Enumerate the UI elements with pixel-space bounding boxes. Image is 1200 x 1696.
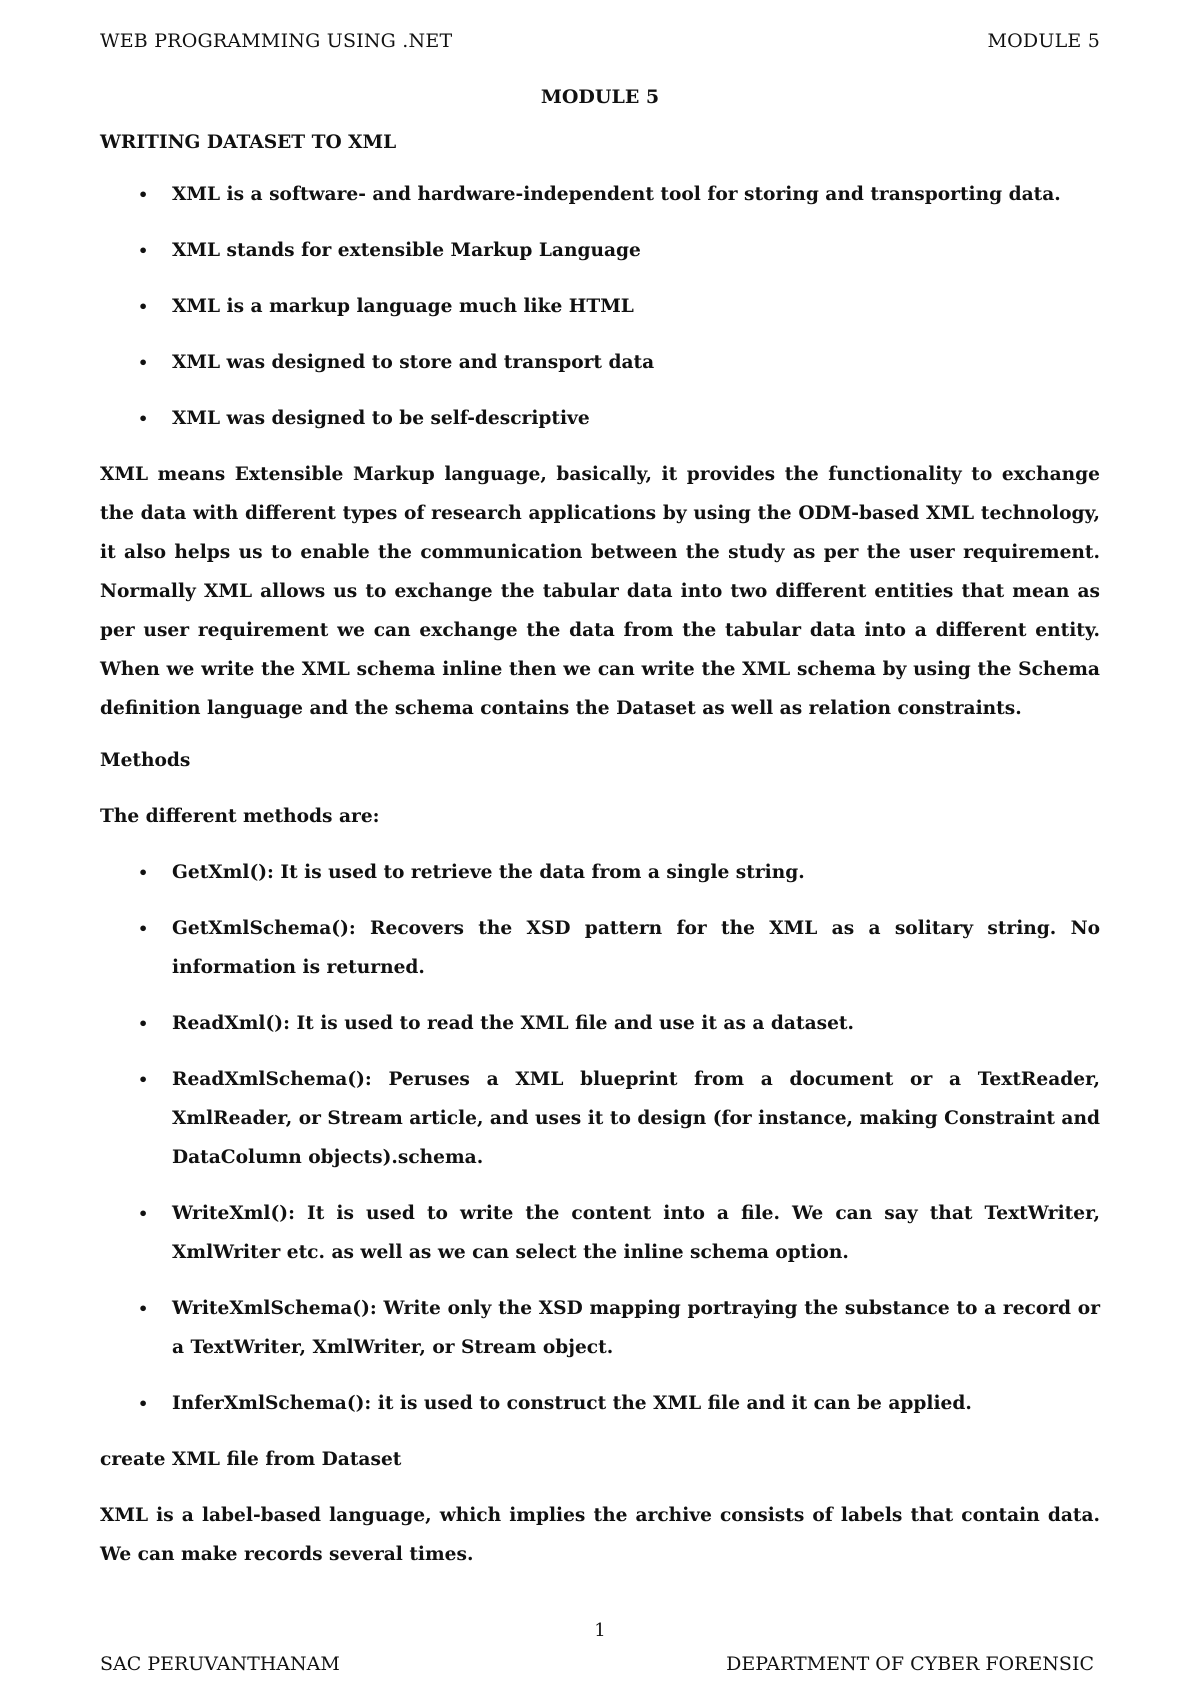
method-description: It is used to read the XML file and use it as a dataset. (289, 1013, 854, 1034)
method-name: WriteXmlSchema(): (172, 1298, 377, 1319)
footer-department: DEPARTMENT OF CYBER FORENSIC (726, 1653, 1094, 1675)
bullet-icon: • (138, 1394, 149, 1413)
header-module-label: MODULE 5 (987, 30, 1100, 52)
method-item (100, 1060, 1100, 1177)
list-item-text: XML stands for extensible Markup Language (172, 240, 641, 261)
method-name: InferXmlSchema(): (172, 1393, 372, 1414)
method-description: It is used to write the content into a file. We can say that TextWriter, XmlWriter etc. as well as we can select the inline schema option. (172, 1203, 1100, 1263)
module-title: MODULE 5 (540, 86, 660, 108)
page-number: 1 (594, 1620, 606, 1641)
bullet-icon: • (138, 919, 149, 938)
method-item (100, 1194, 1100, 1272)
list-item-text: XML was designed to be self-descriptive (172, 408, 590, 429)
methods-intro: The different methods are: (100, 806, 380, 827)
list-item (100, 343, 1100, 382)
method-name: WriteXml(): (172, 1203, 295, 1224)
header-course-title: WEB PROGRAMMING USING .NET (100, 30, 453, 52)
intro-bullet-list (100, 175, 1100, 438)
page-footer (100, 1653, 1094, 1679)
bullet-icon: • (138, 1014, 149, 1033)
method-description: It is used to retrieve the data from a single string. (273, 862, 805, 883)
method-item (100, 1384, 1100, 1423)
method-item (100, 909, 1100, 987)
section-title: WRITING DATASET TO XML (100, 132, 397, 153)
method-item (100, 853, 1100, 892)
list-item (100, 175, 1100, 214)
methods-heading: Methods (100, 750, 191, 771)
page-content (100, 82, 1100, 1587)
bullet-icon: • (138, 297, 149, 316)
list-item (100, 231, 1100, 270)
list-item (100, 399, 1100, 438)
bullet-icon: • (138, 1204, 149, 1223)
page-header (100, 30, 1100, 56)
list-item-text: XML was designed to store and transport data (172, 352, 655, 373)
xml-description-paragraph: XML means Extensible Markup language, basically, it provides the functionality to exchange the data with different types of research applications by using the ODM-based XML technology, it also helps us to enable the communication between the study as per the user requirement. Normally XML allows us to exchange the tabular data into two different entities that mean as per user requirement we can exchange the data from the tabular data into a different entity. When we write the XML schema inline then we can write the XML schema by using the Schema definition language and the schema contains the Dataset as well as relation constraints. (100, 464, 1100, 719)
method-description: it is used to construct the XML file and it can be applied. (371, 1393, 972, 1414)
closing-paragraph: XML is a label-based language, which implies the archive consists of labels that contain data. We can make records several times. (100, 1505, 1100, 1565)
bullet-icon: • (138, 241, 149, 260)
method-name: GetXmlSchema(): (172, 918, 356, 939)
list-item-text: XML is a markup language much like HTML (172, 296, 634, 317)
methods-list (100, 853, 1100, 1423)
method-description: Recovers the XSD pattern for the XML as a solitary string. No information is returned. (172, 918, 1100, 978)
bullet-icon: • (138, 1299, 149, 1318)
method-item (100, 1004, 1100, 1043)
bullet-icon: • (138, 863, 149, 882)
method-description: Peruses a XML blueprint from a document or a TextReader, XmlReader, or Stream article, and uses it to design (for instance, making Constraint and DataColumn objects).schema. (172, 1069, 1100, 1168)
method-item (100, 1289, 1100, 1367)
method-name: GetXml(): (172, 862, 274, 883)
method-name: ReadXml(): (172, 1013, 290, 1034)
bullet-icon: • (138, 1070, 149, 1089)
method-description: Write only the XSD mapping portraying the substance to a record or a TextWriter, XmlWriter, or Stream object. (172, 1298, 1100, 1358)
footer-institution: SAC PERUVANTHANAM (100, 1653, 340, 1675)
bullet-icon: • (138, 409, 149, 428)
create-xml-heading: create XML file from Dataset (100, 1449, 402, 1470)
list-item (100, 287, 1100, 326)
bullet-icon: • (138, 185, 149, 204)
method-name: ReadXmlSchema(): (172, 1069, 372, 1090)
bullet-icon: • (138, 353, 149, 372)
list-item-text: XML is a software- and hardware-independent tool for storing and transporting data. (172, 184, 1061, 205)
